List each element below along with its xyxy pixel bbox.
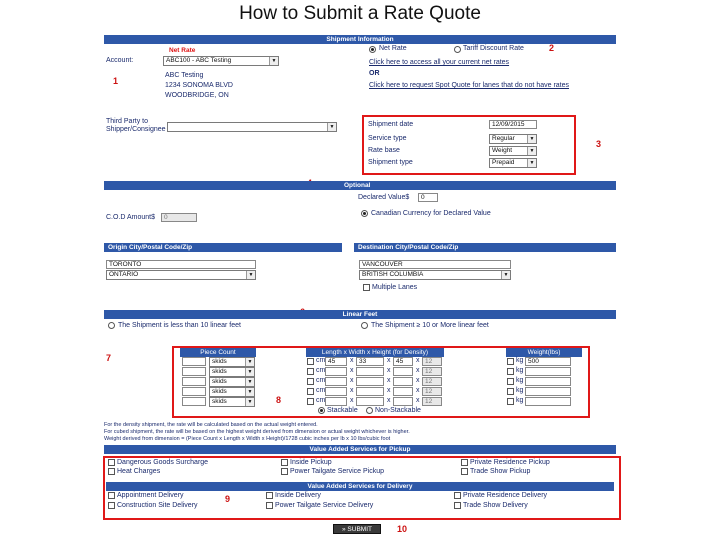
tariff-rate-radio[interactable] [454,46,461,53]
delivery-service-trade-show: Trade Show Delivery [463,502,528,509]
weight-row-checkbox[interactable] [507,378,514,385]
destination-province-value: BRITISH COLUMBIA [362,271,424,278]
length-input[interactable] [325,387,347,396]
x-label: x [416,397,420,404]
delivery-service-appointment: Appointment Delivery [117,492,184,499]
chevron-down-icon: ▼ [245,358,254,366]
address-line-3: WOODBRIDGE, ON [165,92,229,99]
pickup-service-heat-charges: Heat Charges [117,468,161,475]
dimension-row-checkbox[interactable] [307,388,314,395]
currency-label: Canadian Currency for Declared Value [371,210,491,217]
height-input[interactable] [393,377,413,386]
annotation-marker-10: 10 [397,524,408,534]
height-input[interactable]: 45 [393,357,413,366]
height-input[interactable] [393,367,413,376]
non-stackable-radio[interactable] [366,407,373,414]
pickup-service-trade-show: Trade Show Pickup [470,468,531,475]
delivery-service-construction-site: Construction Site Delivery [117,502,198,509]
non-stackable-label: Non-Stackable [375,407,421,414]
chevron-down-icon: ▼ [245,398,254,406]
kg-label: kg [516,387,524,394]
kg-label: kg [516,357,524,364]
weight-row-checkbox[interactable] [507,398,514,405]
piece-unit-value: skids [212,398,227,405]
length-input[interactable] [325,367,347,376]
x-label: x [387,367,391,374]
origin-province-select[interactable] [106,270,256,280]
pickup-service-dangerous-goods: Dangerous Goods Surcharge [117,459,209,466]
dimensions-header: Length x Width x Height (for Density) [306,348,444,357]
chevron-down-icon: ▼ [527,135,536,143]
x-label: x [350,387,354,394]
cm-label: cm [316,357,326,364]
net-rates-link[interactable]: Click here to access all your current net rates [369,59,510,66]
annotation-marker-9: 9 [225,494,231,504]
cm-label: cm [316,367,326,374]
net-rate-label: Net Rate [379,45,407,52]
x-label: x [387,377,391,384]
submit-button[interactable]: » SUBMIT [333,524,381,534]
net-rate-hint: Net Rate [169,47,196,54]
x-label: x [350,397,354,404]
chevron-down-icon: ▼ [269,57,278,65]
annotation-marker-2: 2 [549,43,555,53]
weight-input[interactable]: 500 [525,357,571,366]
chevron-down-icon: ▼ [245,378,254,386]
account-label: Account: [106,57,134,64]
chevron-down-icon: ▼ [245,368,254,376]
multiple-lanes-label: Multiple Lanes [372,284,418,291]
declared-value-label: Declared Value$ [358,194,410,201]
currency-radio[interactable] [361,210,368,217]
delivery-services-header: Value Added Services for Delivery [106,482,614,491]
shipment-type-select[interactable] [489,158,537,168]
annotation-marker-1: 1 [113,76,119,86]
piece-unit-select[interactable] [209,387,255,397]
dimension-row-checkbox[interactable] [307,398,314,405]
width-input[interactable] [356,367,384,376]
destination-province-select[interactable] [359,270,511,280]
pieces-note-2: For cubed shipment, the rate will be based on the highest weight derived from dimension or actual weight whichever is higher. [104,429,410,435]
dimension-row-checkbox[interactable] [307,358,314,365]
x-label: x [416,387,420,394]
chevron-down-icon: ▼ [246,271,255,279]
weight-row-checkbox[interactable] [507,388,514,395]
weight-input[interactable] [525,367,571,376]
kg-label: kg [516,367,524,374]
annotation-marker-3: 3 [596,139,602,149]
chevron-down-icon: ▼ [527,147,536,155]
delivery-service-checkbox[interactable] [266,492,273,499]
width-input[interactable] [356,377,384,386]
pickup-service-private-residence: Private Residence Pickup [470,459,550,466]
chevron-down-icon: ▼ [501,271,510,279]
delivery-service-checkbox[interactable] [454,502,461,509]
cod-amount-input[interactable]: 0 [161,213,197,222]
chevron-down-icon: ▼ [245,388,254,396]
width-input[interactable]: 33 [356,357,384,366]
x-label: x [387,397,391,404]
height-input[interactable] [393,387,413,396]
dimension-row-checkbox[interactable] [307,378,314,385]
service-type-label: Service type [368,135,407,142]
third-party-label-2: Shipper/Consignee [106,126,166,133]
stackable-label: Stackable [327,407,358,414]
piece-unit-value: skids [212,358,227,365]
pieces-note-1: For the density shipment, the rate will be calculated based on the actual weight entered. [104,422,318,428]
destination-city-input[interactable]: VANCOUVER [359,260,511,269]
kg-label: kg [516,377,524,384]
declared-value-input[interactable]: 0 [418,193,438,202]
dimension-row-checkbox[interactable] [307,368,314,375]
weight-input[interactable] [525,377,571,386]
slide-title: How to Submit a Rate Quote [239,3,481,24]
service-type-value: Regular [492,135,515,142]
x-label: x [387,387,391,394]
pickup-services-header: Value Added Services for Pickup [104,445,616,454]
width-input[interactable] [356,387,384,396]
annotation-marker-8: 8 [276,395,282,405]
destination-header: Destination City/Postal Code/Zip [354,243,616,252]
piece-count-input[interactable] [182,387,206,396]
piece-count-input[interactable] [182,397,206,406]
third-party-label-1: Third Party to [106,118,149,125]
piece-count-input[interactable] [182,367,206,376]
spot-quote-link[interactable]: Click here to request Spot Quote for lanes that do not have rates [369,82,570,89]
origin-province-value: ONTARIO [109,271,139,278]
length-input[interactable] [325,397,347,406]
piece-unit-select[interactable] [209,357,255,367]
weight-input[interactable] [525,387,571,396]
chevron-down-icon: ▼ [327,123,336,131]
delivery-service-checkbox[interactable] [266,502,273,509]
account-value: ABC100 - ABC Testing [166,57,232,64]
piece-count-input[interactable] [182,377,206,386]
multiple-lanes-checkbox[interactable] [363,284,370,291]
weight-row-checkbox[interactable] [507,358,514,365]
height-input[interactable] [393,397,413,406]
cm-label: cm [316,377,326,384]
delivery-service-checkbox[interactable] [454,492,461,499]
piece-unit-value: skids [212,378,227,385]
origin-header: Origin City/Postal Code/Zip [104,243,342,252]
linear-more-label: The Shipment ≥ 10 or More linear feet [371,322,489,329]
linear-more-radio[interactable] [361,322,368,329]
shipment-type-value: Prepaid [492,159,515,166]
piece-unit-select[interactable] [209,367,255,377]
address-line-1: ABC Testing [165,72,204,79]
width-input[interactable] [356,397,384,406]
density-input[interactable]: 12 [422,397,442,406]
origin-city-input[interactable]: TORONTO [106,260,256,269]
x-label: x [350,357,354,364]
pickup-service-inside: Inside Pickup [290,459,332,466]
kg-label: kg [516,397,524,404]
delivery-service-checkbox[interactable] [108,492,115,499]
x-label: x [387,357,391,364]
density-input[interactable]: 12 [422,367,442,376]
shipment-type-label: Shipment type [368,159,413,166]
third-party-select[interactable] [167,122,337,132]
delivery-service-power-tailgate: Power Tailgate Service Delivery [275,502,374,509]
submit-label: SUBMIT [347,526,372,533]
linear-feet-header: Linear Feet [104,310,616,319]
piece-unit-select[interactable] [209,397,255,407]
weight-header: Weight(lbs) [506,348,582,357]
density-input[interactable]: 12 [422,357,442,366]
density-input[interactable]: 12 [422,387,442,396]
annotation-marker-7: 7 [106,353,112,363]
pieces-note-3: Weight derived from dimension = (Piece Count x Length x Width x Height)/1728 cubic inches per lb x 10 lbs/cubic foot [104,436,391,442]
rate-base-value: Weight [492,147,513,154]
or-text: OR [369,70,380,77]
piece-unit-value: skids [212,388,227,395]
shipment-info-header: Shipment Information [104,35,616,44]
chevron-down-icon: ▼ [527,159,536,167]
x-label: x [416,367,420,374]
cm-label: cm [316,397,326,404]
x-label: x [350,367,354,374]
delivery-service-checkbox[interactable] [108,502,115,509]
length-input[interactable]: 45 [325,357,347,366]
x-label: x [416,377,420,384]
weight-row-checkbox[interactable] [507,368,514,375]
x-label: x [350,377,354,384]
rate-base-select[interactable] [489,146,537,156]
shipment-date-label: Shipment date [368,121,414,128]
tariff-rate-label: Tariff Discount Rate [463,45,524,52]
linear-less-radio[interactable] [108,322,115,329]
net-rate-radio[interactable] [369,46,376,53]
piece-count-header: Piece Count [180,348,256,357]
cm-label: cm [316,387,326,394]
delivery-service-private-residence: Private Residence Delivery [463,492,548,499]
density-input[interactable]: 12 [422,377,442,386]
stackable-radio[interactable] [318,407,325,414]
linear-less-label: The Shipment is less than 10 linear feet [118,322,241,329]
delivery-service-inside: Inside Delivery [275,492,321,499]
piece-unit-value: skids [212,368,227,375]
cod-amount-label: C.O.D Amount$ [106,214,156,221]
x-label: x [416,357,420,364]
optional-header: Optional [104,181,616,190]
pickup-service-power-tailgate: Power Tailgate Service Pickup [290,468,385,475]
rate-base-label: Rate base [368,147,400,154]
account-select[interactable] [163,56,279,66]
address-line-2: 1234 SONOMA BLVD [165,82,233,89]
piece-count-input[interactable] [182,357,206,366]
service-type-select[interactable] [489,134,537,144]
weight-input[interactable] [525,397,571,406]
length-input[interactable] [325,377,347,386]
piece-unit-select[interactable] [209,377,255,387]
shipment-date-input[interactable]: 12/09/2015 [489,120,537,129]
